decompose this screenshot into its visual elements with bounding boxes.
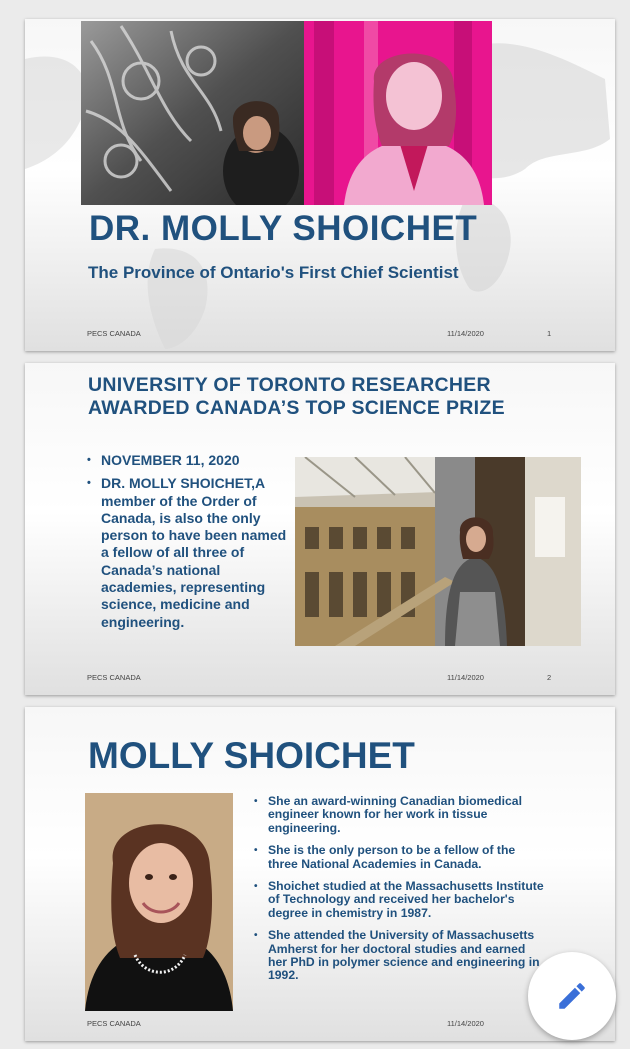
- slide-2[interactable]: [25, 363, 615, 695]
- footer-slide-number: 1: [547, 329, 552, 338]
- slide-heading: MOLLY SHOICHET: [88, 735, 415, 776]
- slide-footer: [25, 1019, 615, 1029]
- slide-3[interactable]: [25, 707, 615, 1041]
- edit-button[interactable]: [528, 952, 616, 1040]
- bullet-list: [87, 452, 297, 637]
- list-item: • Shoichet studied at the Massachusetts Institute of Technology and received her bachelor's degree in chemistry in 1987.: [254, 880, 544, 920]
- slide-title: DR. MOLLY SHOICHET: [89, 209, 478, 248]
- footer-org: PECS CANADA: [87, 329, 141, 338]
- footer-date: 11/14/2020: [447, 329, 484, 338]
- list-item: • DR. MOLLY SHOICHET,A member of the Order of Canada, is also the only person to have been named a fellow of all three of Canada’s national academies, representing science, medicine and engineering.: [87, 475, 297, 631]
- list-item: • NOVEMBER 11, 2020: [87, 452, 297, 469]
- slide-heading: [88, 374, 505, 420]
- lab-photo: [81, 21, 304, 205]
- slide-subtitle: The Province of Ontario's First Chief Scientist: [88, 263, 459, 282]
- slide-1[interactable]: [25, 19, 615, 351]
- footer-date: 11/14/2020: [447, 1019, 484, 1028]
- footer-slide-number: 2: [547, 673, 552, 682]
- portrait-photo: [85, 793, 233, 1011]
- list-item: • She attended the University of Massachusetts Amherst for her doctoral studies and earned her PhD in polymer science and engineering in 1992.: [254, 929, 544, 983]
- list-item: • She an award-winning Canadian biomedical engineer known for her work in tissue engineering.: [254, 795, 544, 835]
- footer-org: PECS CANADA: [87, 1019, 141, 1028]
- heading-line: UNIVERSITY OF TORONTO RESEARCHER: [88, 374, 491, 396]
- pink-portrait-photo: [304, 21, 492, 205]
- footer-date: 11/14/2020: [447, 673, 484, 682]
- footer-org: PECS CANADA: [87, 673, 141, 682]
- list-item: • She is the only person to be a fellow of the three National Academies in Canada.: [254, 844, 544, 871]
- building-photo: [295, 457, 581, 646]
- heading-line: AWARDED CANADA’S TOP SCIENCE PRIZE: [88, 397, 505, 419]
- slide-footer: [25, 329, 615, 339]
- pencil-icon: [555, 979, 589, 1013]
- slide-footer: [25, 673, 615, 683]
- bullet-list: [254, 795, 544, 992]
